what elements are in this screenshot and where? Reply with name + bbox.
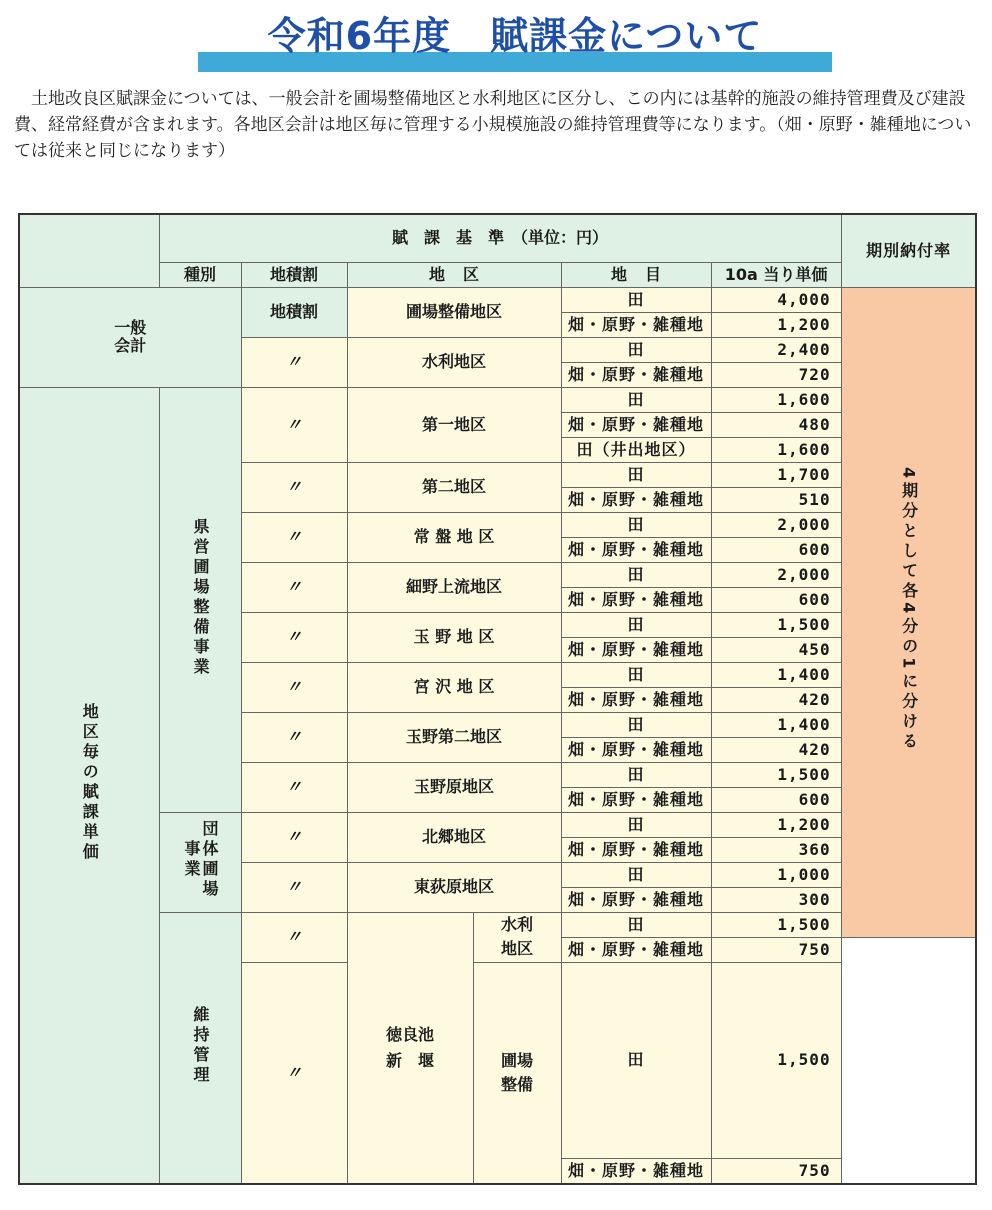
price-cell: 1,600 [711, 437, 841, 462]
basis-ditto: 〃 [241, 812, 347, 862]
chimoku-cell: 田 [561, 962, 711, 1159]
price-cell: 1,500 [711, 762, 841, 787]
basis-ditto: 〃 [241, 662, 347, 712]
chimoku-cell: 田 [561, 862, 711, 887]
chiku-label-cell [19, 387, 159, 1184]
basis-ditto: 〃 [241, 512, 347, 562]
col-chimoku: 地目 [561, 262, 711, 287]
district-cell: 北郷地区 [347, 812, 561, 862]
price-cell: 450 [711, 637, 841, 662]
chimoku-cell: 畑・原野・雑種地 [561, 787, 711, 812]
price-cell: 2,000 [711, 512, 841, 537]
col-price: 10a 当り単価 [711, 262, 841, 287]
chimoku-cell: 田 [561, 762, 711, 787]
chimoku-cell: 畑・原野・雑種地 [561, 937, 711, 962]
chimoku-cell: 畑・原野・雑種地 [561, 737, 711, 762]
page-title: 令和6年度 賦課金について [267, 14, 763, 58]
chimoku-cell: 田 [561, 337, 711, 362]
chimoku-cell: 田 [561, 512, 711, 537]
basis-ditto: 〃 [241, 862, 347, 912]
price-cell: 420 [711, 737, 841, 762]
kenei-label: 県営圃場整備事業 [191, 517, 210, 678]
chimoku-cell: 畑・原野・雑種地 [561, 587, 711, 612]
district-cell: 第一地区 [347, 387, 561, 462]
price-cell: 360 [711, 837, 841, 862]
basis-ditto: 〃 [241, 712, 347, 762]
district-cell: 玉野第二地区 [347, 712, 561, 762]
chimoku-cell: 田 [561, 562, 711, 587]
price-cell: 720 [711, 362, 841, 387]
district-cell: 徳良池 新 堰 [347, 912, 473, 1184]
price-cell: 1,200 [711, 812, 841, 837]
chimoku-cell: 田 [561, 387, 711, 412]
district-cell: 水利地区 [347, 337, 561, 387]
chimoku-cell: 畑・原野・雑種地 [561, 537, 711, 562]
basis-ditto: 〃 [241, 562, 347, 612]
chimoku-cell: 田 [561, 287, 711, 312]
chimoku-cell: 畑・原野・雑種地 [561, 312, 711, 337]
dantai-label: 団体圃場事業 [182, 820, 219, 900]
basis-ditto: 〃 [241, 462, 347, 512]
price-cell: 1,400 [711, 662, 841, 687]
intro-paragraph: 土地改良区賦課金については、一般会計を圃場整備地区と水利地区に区分し、この内には基幹的施設の維持管理費及び建設費、経常経費が含まれます。各地区会計は地区毎に管理する小規模施設の維持管理費等になります。（畑・原野・雑種地については従来と同じになります） [14, 89, 972, 161]
chimoku-cell: 畑・原野・雑種地 [561, 637, 711, 662]
header-main: 賦 課 基 準 （単位：円） [159, 214, 841, 262]
district-cell: 第二地区 [347, 462, 561, 512]
district-cell: 圃場整備地区 [347, 287, 561, 337]
price-cell: 300 [711, 887, 841, 912]
price-cell: 1,500 [711, 962, 841, 1159]
kenei-label-cell [159, 387, 241, 812]
chimoku-cell: 畑・原野・雑種地 [561, 887, 711, 912]
chimoku-cell: 畑・原野・雑種地 [561, 1159, 711, 1184]
basis-cell: 地積割 [241, 287, 347, 337]
price-cell: 480 [711, 412, 841, 437]
price-cell: 1,400 [711, 712, 841, 737]
price-cell: 1,500 [711, 912, 841, 937]
col-chisekiwari: 地積割 [241, 262, 347, 287]
ippan-label: 一般 会計 [19, 287, 241, 387]
chiku-label: 地区毎の賦課単価 [80, 703, 100, 863]
price-cell: 1,500 [711, 612, 841, 637]
chimoku-cell: 畑・原野・雑種地 [561, 362, 711, 387]
district-cell: 常 盤 地 区 [347, 512, 561, 562]
chimoku-cell: 畑・原野・雑種地 [561, 837, 711, 862]
header-rate: 期別納付率 [841, 214, 976, 287]
chimoku-cell: 畑・原野・雑種地 [561, 487, 711, 512]
chimoku-cell: 田 [561, 712, 711, 737]
price-cell: 600 [711, 587, 841, 612]
basis-ditto: 〃 [241, 337, 347, 387]
rate-main-cell [841, 287, 976, 937]
basis-ditto: 〃 [241, 962, 347, 1184]
price-cell: 2,000 [711, 562, 841, 587]
chimoku-cell: 田 [561, 662, 711, 687]
district-cell: 東荻原地区 [347, 862, 561, 912]
sub-district-cell: 圃場 整備 [473, 962, 561, 1184]
chimoku-cell: 畑・原野・雑種地 [561, 687, 711, 712]
col-shubetsu: 種別 [159, 262, 241, 287]
sub-district-cell: 水利 地区 [473, 912, 561, 962]
price-cell: 1,000 [711, 862, 841, 887]
price-cell: 600 [711, 787, 841, 812]
price-cell: 420 [711, 687, 841, 712]
iji-label: 維持管理 [191, 1005, 210, 1086]
col-chiku: 地区 [347, 262, 561, 287]
price-cell: 1,700 [711, 462, 841, 487]
chimoku-cell: 田 [561, 912, 711, 937]
price-cell: 750 [711, 937, 841, 962]
price-cell: 510 [711, 487, 841, 512]
basis-ditto: 〃 [241, 387, 347, 462]
district-cell: 玉 野 地 区 [347, 612, 561, 662]
basis-ditto: 〃 [241, 762, 347, 812]
header-corner-cell [19, 214, 159, 287]
basis-ditto: 〃 [241, 912, 347, 962]
chimoku-cell: 田 [561, 612, 711, 637]
levy-table [18, 213, 977, 1185]
district-cell: 細野上流地区 [347, 562, 561, 612]
chimoku-cell: 畑・原野・雑種地 [561, 412, 711, 437]
iji-label-cell [159, 912, 241, 1184]
rate-main-text: 4期分として各4分の1に分ける [899, 467, 919, 753]
chimoku-cell: 田 [561, 462, 711, 487]
price-cell: 600 [711, 537, 841, 562]
price-cell: 750 [711, 1159, 841, 1184]
basis-ditto: 〃 [241, 612, 347, 662]
chimoku-cell: 田 [561, 812, 711, 837]
district-cell: 宮 沢 地 区 [347, 662, 561, 712]
dantai-label-cell [159, 812, 241, 912]
price-cell: 1,600 [711, 387, 841, 412]
price-cell: 2,400 [711, 337, 841, 362]
district-cell: 玉野原地区 [347, 762, 561, 812]
price-cell: 4,000 [711, 287, 841, 312]
price-cell: 1,200 [711, 312, 841, 337]
chimoku-cell: 田（井出地区） [561, 437, 711, 462]
